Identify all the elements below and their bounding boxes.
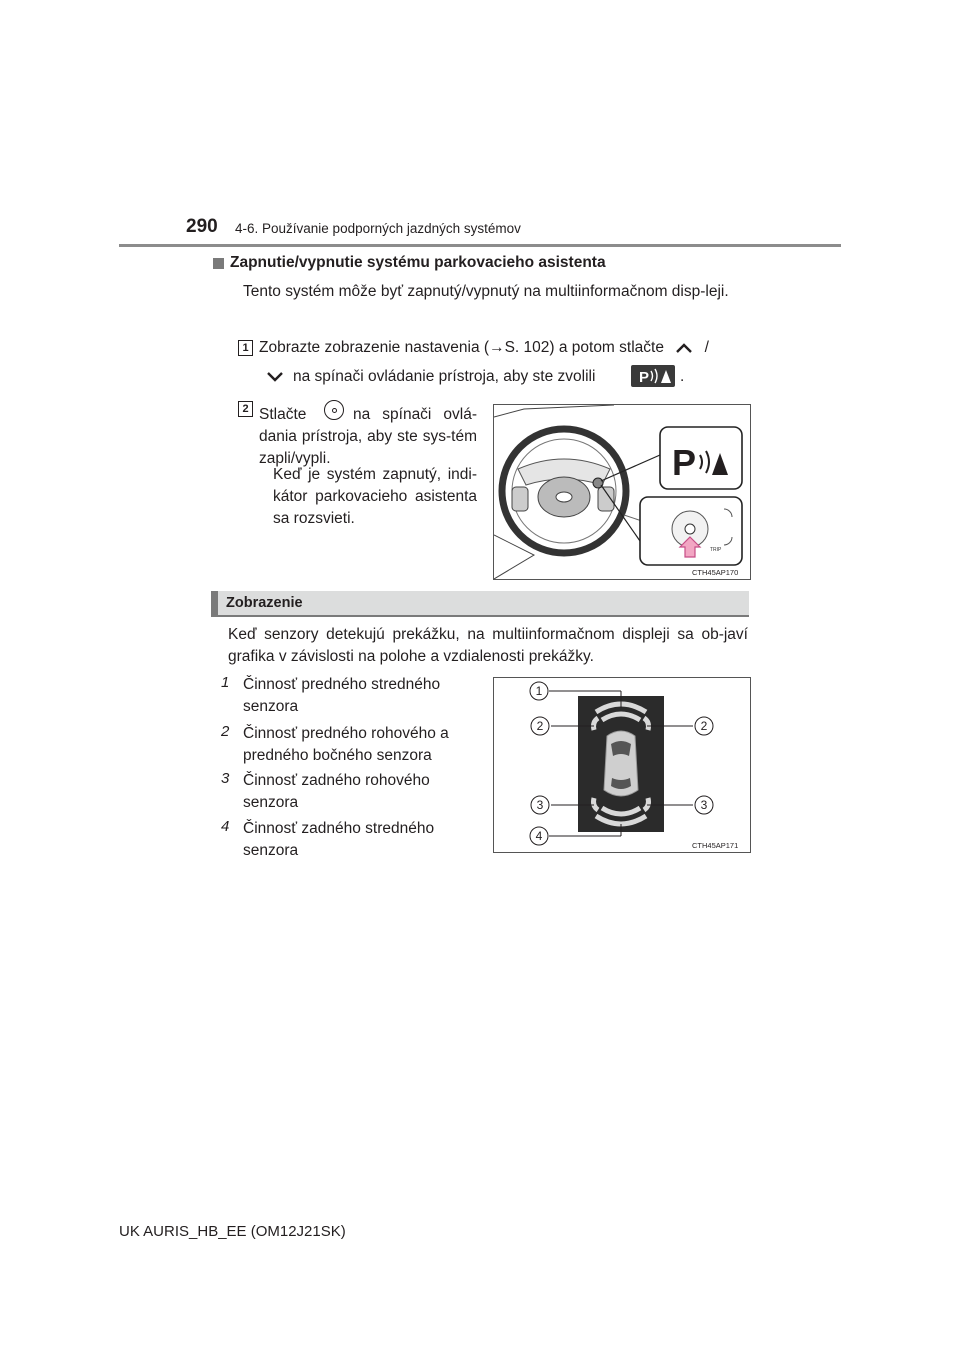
step-1-line-2: na spínači ovládanie prístroja, aby ste zvolili	[293, 368, 596, 385]
list-item: Činnosť predného stredného senzora	[243, 676, 441, 715]
step-2-number: 2	[238, 401, 253, 417]
step-1-number: 1	[238, 340, 253, 356]
section-intro: Tento systém môže byť zapnutý/vypnutý na multiinformačnom disp-leji.	[243, 283, 729, 300]
list-item: Činnosť zadného rohového senzora	[243, 772, 430, 811]
list-number: 3	[221, 770, 230, 787]
section-title: Zapnutie/vypnutie systému parkovacieho asistenta	[230, 254, 606, 271]
svg-text:P: P	[639, 369, 650, 386]
display-section-title: Zobrazenie	[226, 595, 303, 611]
list-number: 1	[221, 674, 230, 691]
callout-3-left: 3	[536, 798, 544, 812]
step-2-text-c: Keď je systém zapnutý, indi-kátor parkovacieho asistenta sa rozsvieti.	[273, 466, 477, 527]
svg-text:P: P	[672, 442, 697, 483]
parking-assist-display-icon	[631, 365, 675, 387]
chevron-down-icon	[265, 371, 285, 383]
figure-1-code: CTH45AP170	[692, 568, 739, 577]
callout-2-left: 2	[536, 719, 544, 733]
callout-2-right: 2	[700, 719, 708, 733]
display-intro: Keď senzory detekujú prekážku, na multiinformačnom displeji sa ob-javí grafika v závislosti na polohe a vzdialenosti prekážky.	[228, 626, 748, 665]
svg-text:TRIP: TRIP	[710, 547, 722, 553]
step-1-text-b: S. 102) a potom stlačte	[504, 339, 664, 356]
step-1-line-1	[259, 337, 749, 359]
list-item: Činnosť zadného stredného senzora	[243, 820, 435, 859]
figure-2-code: CTH45AP171	[692, 841, 739, 850]
reference-arrow: →	[489, 339, 505, 356]
step-2-text-a: Stlačte	[259, 406, 307, 423]
footer-text: UK AURIS_HB_EE (OM12J21SK)	[119, 1223, 346, 1240]
chevron-down-wrap	[265, 370, 285, 388]
list-number: 4	[221, 818, 230, 835]
list-item: Činnosť predného rohového a predného bočného senzora	[243, 725, 449, 764]
step-2-text-b: na spínači ovlá-dania prístroja, aby ste sys-tém zapli/vypli.	[259, 406, 477, 467]
section-bullet-icon	[213, 258, 224, 269]
step-1-slash: /	[704, 339, 709, 356]
sensor-display-figure	[493, 677, 751, 853]
callout-4: 4	[535, 829, 543, 843]
callout-1: 1	[535, 684, 543, 698]
chapter-title: 4-6. Používanie podporných jazdných systémov	[235, 221, 521, 236]
step-1-text-a: Zobrazte zobrazenie nastavenia (	[259, 339, 490, 356]
step-1-end: .	[680, 368, 685, 385]
chevron-up-icon	[674, 342, 694, 354]
list-number: 2	[221, 723, 230, 740]
section-header-accent	[211, 591, 218, 617]
header-divider	[119, 244, 841, 247]
steering-wheel-figure	[493, 404, 751, 580]
page-number: 290	[186, 216, 218, 237]
callout-3-right: 3	[700, 798, 708, 812]
